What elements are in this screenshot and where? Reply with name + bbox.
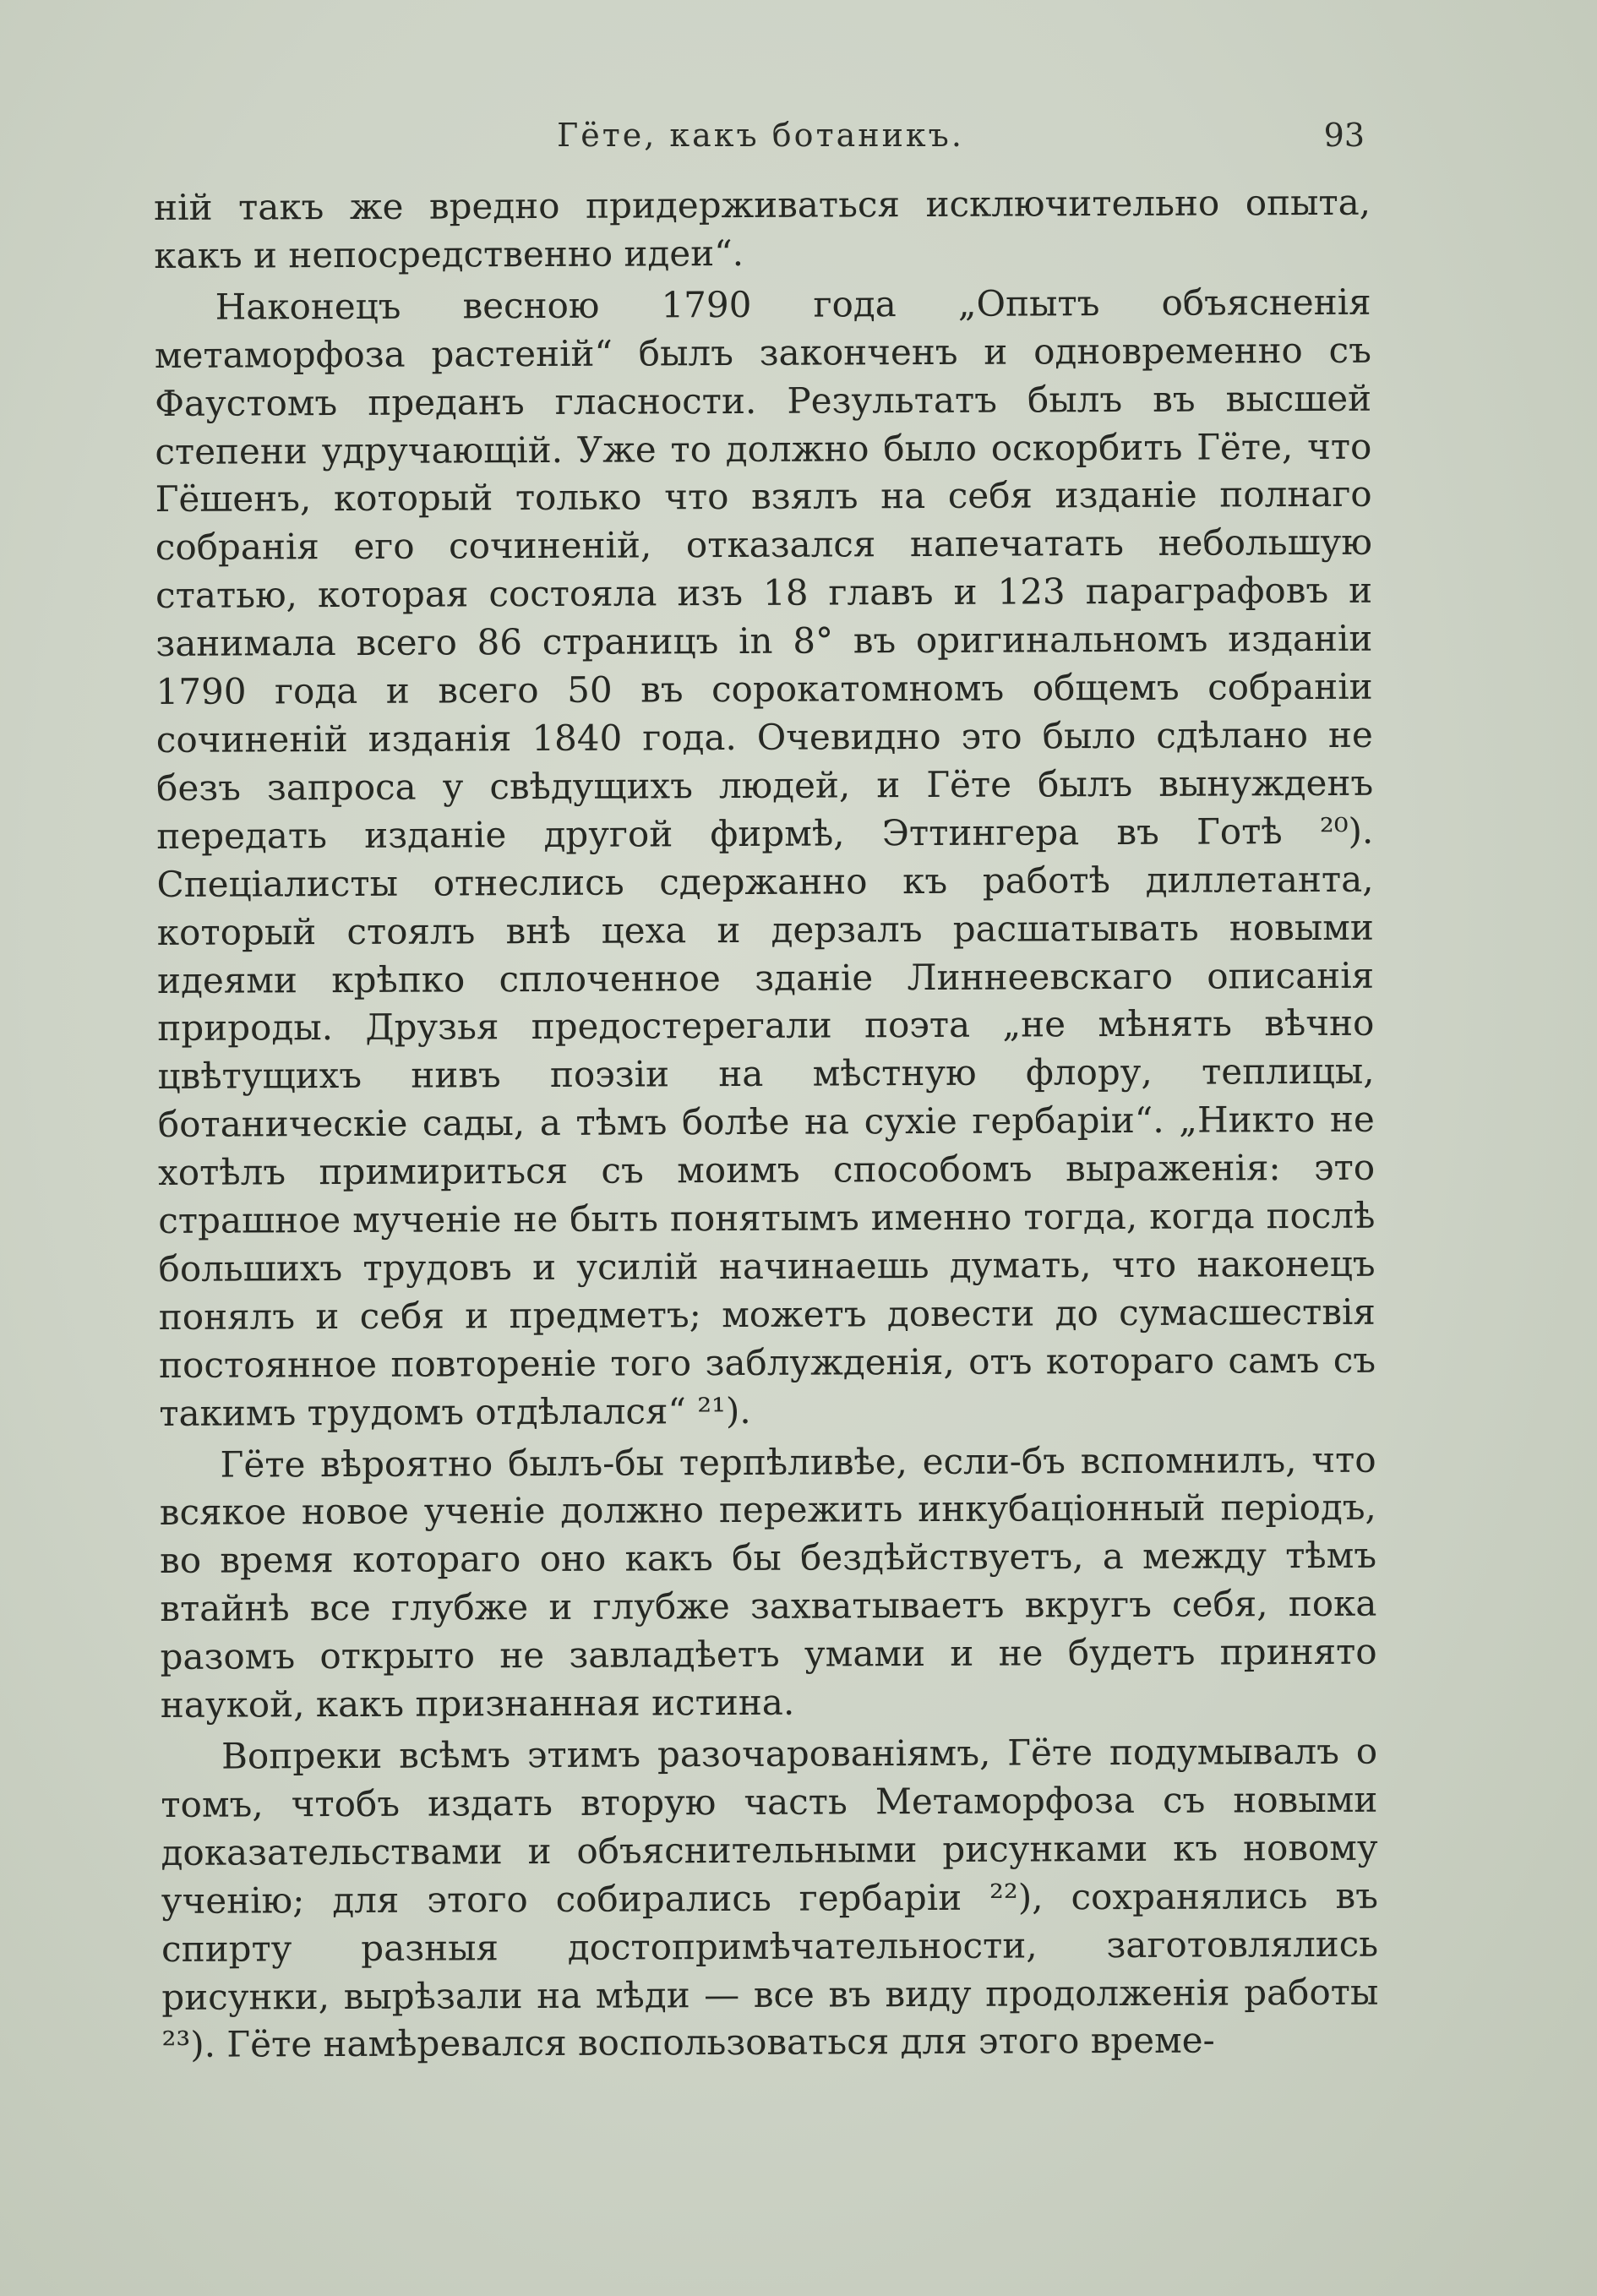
paragraph-continued: нiй такъ же вредно придерживаться исключительно опыта, какъ и непосредственно идеи“. (154, 181, 1371, 276)
page-header (156, 117, 1365, 167)
paragraph: Гёте вѣроятно былъ-бы терпѣливѣе, если-бъ вспомнилъ, что всякое новое ученіе должно пережить инкубаціонный періодъ, во время котораго оно какъ бы бездѣйствуетъ, а между тѣмъ втайнѣ все глубже и глубже захватываетъ вкругъ себя, пока разомъ открыто не завладѣетъ умами и не будетъ принято наукой, какъ признанная истина. (159, 1438, 1377, 1726)
page-number: 93 (1323, 117, 1365, 154)
body-text (154, 179, 1379, 2070)
running-title: Гёте, какъ ботаникъ. (557, 117, 964, 154)
paragraph: Вопреки всѣмъ этимъ разочарованіямъ, Гёте подумывалъ о томъ, чтобъ издать вторую часть Метаморфоза съ новыми доказательствами и объяснительными рисунками къ новому ученію; для этого собирались гербаріи ²²), сохранялись въ спирту разныя достопримѣчательности, заготовлялись рисунки, вырѣзали на мѣди — все въ виду продолженія работы ²³). Гёте намѣревался воспользоваться для этого време- (161, 1730, 1379, 2066)
paragraph: Наконецъ весною 1790 года „Опытъ объясненія метаморфоза растеній“ былъ законченъ и одновременно съ Фаустомъ преданъ гласности. Результатъ былъ въ высшей степени удручающій. Уже то должно было оскорбить Гёте, что Гёшенъ, который только что взялъ на себя изданіе полнаго собранія его сочиненій, отказался напечатать небольшую статью, которая состояла изъ 18 главъ и 123 параграфовъ и занимала всего 86 страницъ in 8° въ оригинальномъ изданіи 1790 года и всего 50 въ сорокатомномъ общемъ собраніи сочиненій изданія 1840 года. Очевидно это было сдѣлано не безъ запроса у свѣдущихъ людей, и Гёте былъ вынужденъ передать изданіе другой фирмѣ, Эттингера въ Готѣ ²⁰). Спеціалисты отнеслись сдержанно къ работѣ диллетанта, который стоялъ внѣ цеха и дерзалъ расшатывать новыми идеями крѣпко сплоченное зданіе Линнеевскаго описанія природы. Друзья предостерегали поэта „не мѣнять вѣчно цвѣтущихъ нивъ поэзіи на мѣстную флору, теплицы, ботаническіе сады, а тѣмъ болѣе на сухіе гербаріи“. „Никто не хотѣлъ примириться съ моимъ способомъ выраженія: это страшное мученіе не быть понятымъ именно тогда, когда послѣ большихъ трудовъ и усилій начинаешь думать, что наконецъ понялъ и себя и предметъ; можетъ довести до сумасшествія постоянное повтореніе того заблужденія, отъ котораго самъ съ такимъ трудомъ отдѣлался“ ²¹). (154, 281, 1376, 1434)
